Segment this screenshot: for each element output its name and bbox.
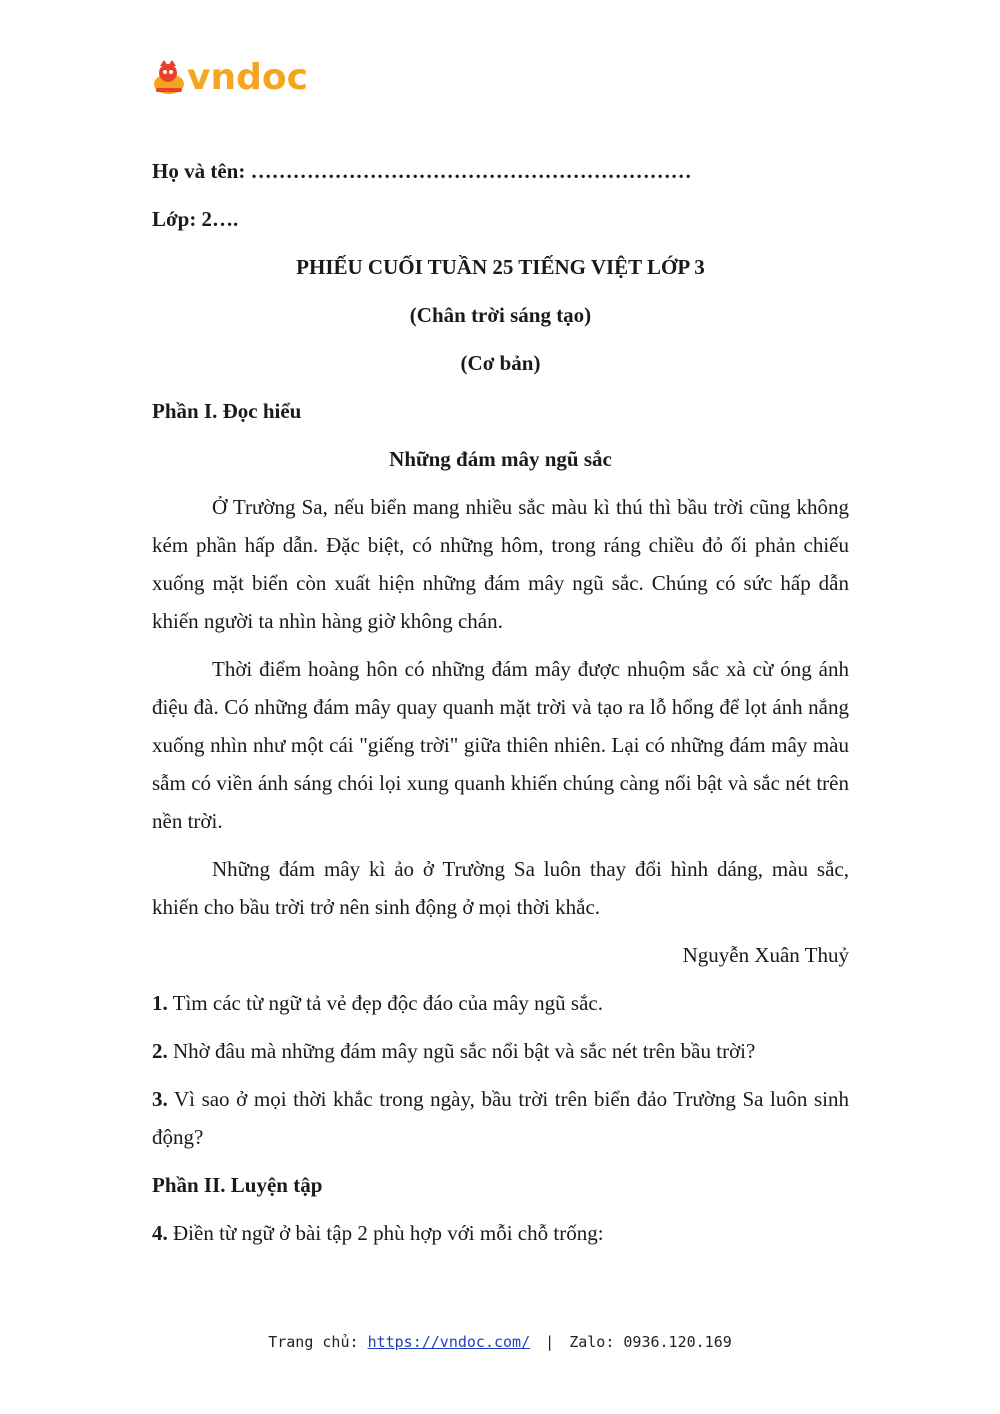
question-1-text: Tìm các từ ngữ tả vẻ đẹp độc đáo của mây ngũ sắc. [172, 991, 603, 1015]
vndoc-logo[interactable] [150, 56, 308, 100]
reading-author: Nguyễn Xuân Thuỷ [682, 943, 849, 967]
logo-mascot-icon [150, 58, 188, 98]
worksheet-content [152, 152, 849, 1252]
question-2-text: Nhờ đâu mà những đám mây ngũ sắc nổi bật và sắc nét trên bầu trời? [173, 1039, 756, 1063]
question-1 [152, 984, 849, 1022]
reading-paragraph-1: Ở Trường Sa, nếu biển mang nhiều sắc màu kì thú thì bầu trời cũng không kém phần hấp dẫn. Đặc biệt, có những hôm, trong ráng chiều đỏ ối phản chiếu xuống mặt biển còn xuất hiện những đám mây ngũ sắc. Chúng có sức hấp dẫn khiến người ta nhìn hàng giờ không chán. [152, 495, 849, 633]
worksheet-subtitle-series: (Chân trời sáng tạo) [409, 303, 592, 327]
footer-home-link[interactable]: https://vndoc.com/ [367, 1333, 531, 1351]
worksheet-subtitle-level: (Cơ bản) [460, 351, 541, 375]
question-3-text: Vì sao ở mọi thời khắc trong ngày, bầu trời trên biển đảo Trường Sa luôn sinh động? [152, 1087, 849, 1149]
question-4-text: Điền từ ngữ ở bài tập 2 phù hợp với mỗi chỗ trống: [173, 1221, 604, 1245]
reading-paragraph-2: Thời điểm hoàng hôn có những đám mây được nhuộm sắc xà cừ óng ánh điệu đà. Có những đám mây quay quanh mặt trời và tạo ra lỗ hổng để lọt ánh nắng xuống nhìn như một cái "giếng trời" giữa thiên nhiên. Lại có những đám mây màu sẫm có viền ánh sáng chói lọi xung quanh khiến chúng càng nổi bật và sắc nét trên nền trời. [152, 657, 849, 833]
page-footer [0, 1333, 1000, 1351]
footer-separator: | [545, 1333, 555, 1351]
name-field-line: Họ và tên: ……………………………………………………… [152, 159, 692, 183]
class-field-line: Lớp: 2…. [152, 207, 239, 231]
question-4-number: 4. [152, 1221, 168, 1245]
reading-title: Những đám mây ngũ sắc [389, 447, 612, 471]
question-4 [152, 1214, 849, 1252]
question-2-number: 2. [152, 1039, 168, 1063]
question-3 [152, 1080, 849, 1156]
part2-heading: Phần II. Luyện tập [152, 1173, 323, 1197]
reading-paragraph-3: Những đám mây kì ảo ở Trường Sa luôn thay đổi hình dáng, màu sắc, khiến cho bầu trời trở nên sinh động ở mọi thời khắc. [152, 857, 849, 919]
question-3-number: 3. [152, 1087, 168, 1111]
question-2 [152, 1032, 849, 1070]
worksheet-title: PHIẾU CUỐI TUẦN 25 TIẾNG VIỆT LỚP 3 [296, 255, 705, 279]
question-1-number: 1. [152, 991, 168, 1015]
footer-zalo-contact: Zalo: 0936.120.169 [569, 1333, 732, 1351]
logo-text: vndoc [187, 57, 308, 98]
footer-home-label: Trang chủ: [268, 1333, 359, 1351]
part1-heading: Phần I. Đọc hiểu [152, 399, 302, 423]
